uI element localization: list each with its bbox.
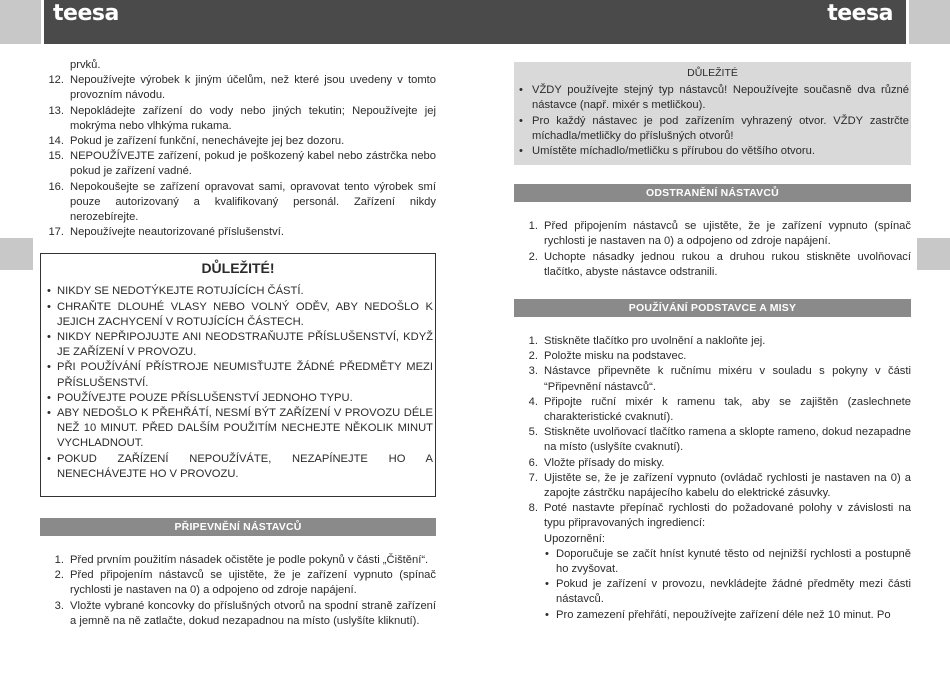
attach-list [40, 553, 436, 629]
section-heading-remove: ODSTRANĚNÍ NÁSTAVCŮ [514, 184, 911, 202]
list-item: 7. Ujistěte se, že je zařízení vypnuto (ovládač rychlosti je nastaven na 0) a zapojte zástrčku napájecího kabelu do elektrické zásuvky. [528, 471, 911, 500]
list-item: 1. Před prvním použitím násadek očistěte je podle pokynů v části „Čištění“. [54, 554, 429, 567]
list-item: • Doporučuje se začít hníst kynuté těsto od nejnižší rychlosti a postupně ho zvyšovat. [544, 547, 911, 577]
important-box-title: DŮLEŽITÉ! [201, 260, 275, 277]
list-item: 15. NEPOUŽÍVEJTE zařízení, pokud je poškozený kabel nebo zástrčka nebo pokud je zařízení vadné. [48, 150, 436, 178]
notes-label: Upozornění: [544, 532, 605, 545]
notes-list [544, 547, 911, 623]
list-item: 4. Připojte ruční mixér k ramenu tak, aby se zajištěn (zaslechnete charakteristické cvaknutí). [528, 395, 911, 424]
safety-list [40, 73, 436, 240]
list-item: 1. Před připojením nástavců se ujistěte, že je zařízení vypnuto (spínač rychlosti je nastaven na 0) a odpojeno od zdroje napájení. [528, 220, 911, 248]
list-item: • Pro zamezení přehřátí, nepoužívejte zařízení déle než 10 minut. Po [544, 608, 911, 623]
side-tab-right [917, 238, 950, 270]
continuation-text: prvků. [70, 59, 101, 71]
left-column [40, 58, 436, 629]
note-box-title: DŮLEŽITÉ [687, 67, 738, 79]
list-item: 6. Vložte přísady do misky. [528, 456, 665, 469]
header-band [44, 0, 906, 44]
list-item: 16. Nepokoušejte se zařízení opravovat sami, opravovat tento výrobek smí pouze autorizovaný a kvalifikovaný personál. Zařízení nikdy nerozebírejte. [48, 180, 436, 224]
important-box [40, 253, 436, 497]
important-note-box [514, 62, 911, 165]
side-tab-left [0, 238, 33, 270]
section-heading-stand: POUŽÍVÁNÍ PODSTAVCE A MISY [514, 299, 911, 317]
list-item: • POKUD ZAŘÍZENÍ NEPOUŽÍVÁTE, NEZAPÍNEJTE HO A NENECHÁVEJTE HO V PROVOZU. [41, 452, 435, 482]
brand-logo-right: teesa [827, 1, 893, 26]
header-tab-right [909, 0, 950, 44]
list-item: • Pokud je zařízení v provozu, nevkládejte žádné předměty mezi části nástavců. [544, 577, 911, 607]
list-item: 2. Položte misku na podstavec. [528, 350, 687, 363]
list-item: 12. Nepoužívejte výrobek k jiným účelům, než které jsou uvedeny v tomto provozním návodu. [48, 74, 436, 102]
list-item: 8. Poté nastavte přepínač rychlosti do požadované polohy v závislosti na typu připravovaných ingrediencí: Upozornění: • Doporučuje se začít hníst kynuté těsto od nejnižší rychlosti a postupně ho zvyšovat. • Pokud je zařízení v provozu, nevkládejte žádné předměty mezi části nástavců. • Pro zamezení přehřátí, nepoužívejte zařízení déle než 10 minut. Po [514, 501, 911, 623]
list-item: 2. Uchopte násadky jednou rukou a druhou rukou stiskněte uvolňovací tlačítko, abyste nástavce odstranili. [528, 250, 911, 278]
list-item: • Pro každý nástavec je pod zařízením vyhrazený otvor. VŽDY zastrčte míchadla/metličky do příslušných otvorů! [514, 114, 911, 144]
list-item: • NIKDY SE NEDOTÝKEJTE ROTUJÍCÍCH ČÁSTÍ. [41, 284, 435, 299]
list-item: 13. Nepokládejte zařízení do vody nebo jiných tekutin; Nepoužívejte jej mokrýma nebo vlhkýma rukama. [48, 104, 436, 132]
list-item: 2. Před připojením nástavců se ujistěte, že je zařízení vypnuto (spínač rychlosti je nastaven na 0) a odpojeno od zdroje napájení. [54, 569, 436, 597]
list-item: • POUŽÍVEJTE POUZE PŘÍSLUŠENSTVÍ JEDNOHO TYPU. [41, 391, 435, 406]
list-item: 5. Stiskněte uvolňovací tlačítko ramena a sklopte rameno, dokud nezapadne na místo (uslyšíte cvaknutí). [528, 426, 911, 454]
list-item: 17. Nepoužívejte neautorizované příslušenství. [48, 226, 284, 239]
header-tab-left [0, 0, 41, 44]
list-item: • VŽDY používejte stejný typ nástavců! Nepoužívejte současně dva různé nástavce (např. mixér s metličkou). [514, 83, 911, 113]
page-header [0, 0, 950, 44]
stand-list [514, 334, 911, 623]
list-item: 3. Nástavce připevněte k ručnímu mixéru v souladu s pokyny v části “Připevnění nástavců“. [528, 365, 911, 393]
remove-list [514, 219, 911, 280]
list-item: 3. Vložte vybrané koncovky do příslušných otvorů na spodní straně zařízení a jemně na ně zatlačte, dokud nezapadnou na místo (uslyšíte kliknutí). [54, 599, 436, 627]
list-item: • PŘI POUŽÍVÁNÍ PŘÍSTROJE NEUMISŤUJTE ŽÁDNÉ PŘEDMĚTY MEZI PŘÍSLUŠENSTVÍ. [41, 360, 435, 390]
list-item: • ABY NEDOŠLO K PŘEHŘÁTÍ, NESMÍ BÝT ZAŘÍZENÍ V PROVOZU DÉLE NEŽ 10 MINUT. PŘED DALŠÍM POUŽITÍM NECHEJTE NĚKOLIK MINUT VYCHLADNOUT. [41, 406, 435, 452]
note-list [514, 83, 911, 159]
important-list [41, 284, 435, 482]
brand-logo-left: teesa [53, 1, 119, 26]
list-item: 14. Pokud je zařízení funkční, nenechávejte jej bez dozoru. [48, 135, 345, 148]
section-heading-attach: PŘIPEVNĚNÍ NÁSTAVCŮ [40, 518, 436, 536]
list-item: 1. Stiskněte tlačítko pro uvolnění a nakloňte jej. [528, 335, 766, 348]
list-item: • CHRAŇTE DLOUHÉ VLASY NEBO VOLNÝ ODĚV, ABY NEDOŠLO K JEJICH ZACHYCENÍ V ROTUJÍCÍCH ČÁSTECH. [41, 300, 435, 330]
list-item: • NIKDY NEPŘIPOJUJTE ANI NEODSTRAŇUJTE PŘÍSLUŠENSTVÍ, KDYŽ JE ZAŘÍZENÍ V PROVOZU. [41, 330, 435, 360]
right-column [514, 62, 911, 623]
list-item: • Umístěte míchadlo/metličku s přírubou do většího otvoru. [514, 144, 911, 159]
